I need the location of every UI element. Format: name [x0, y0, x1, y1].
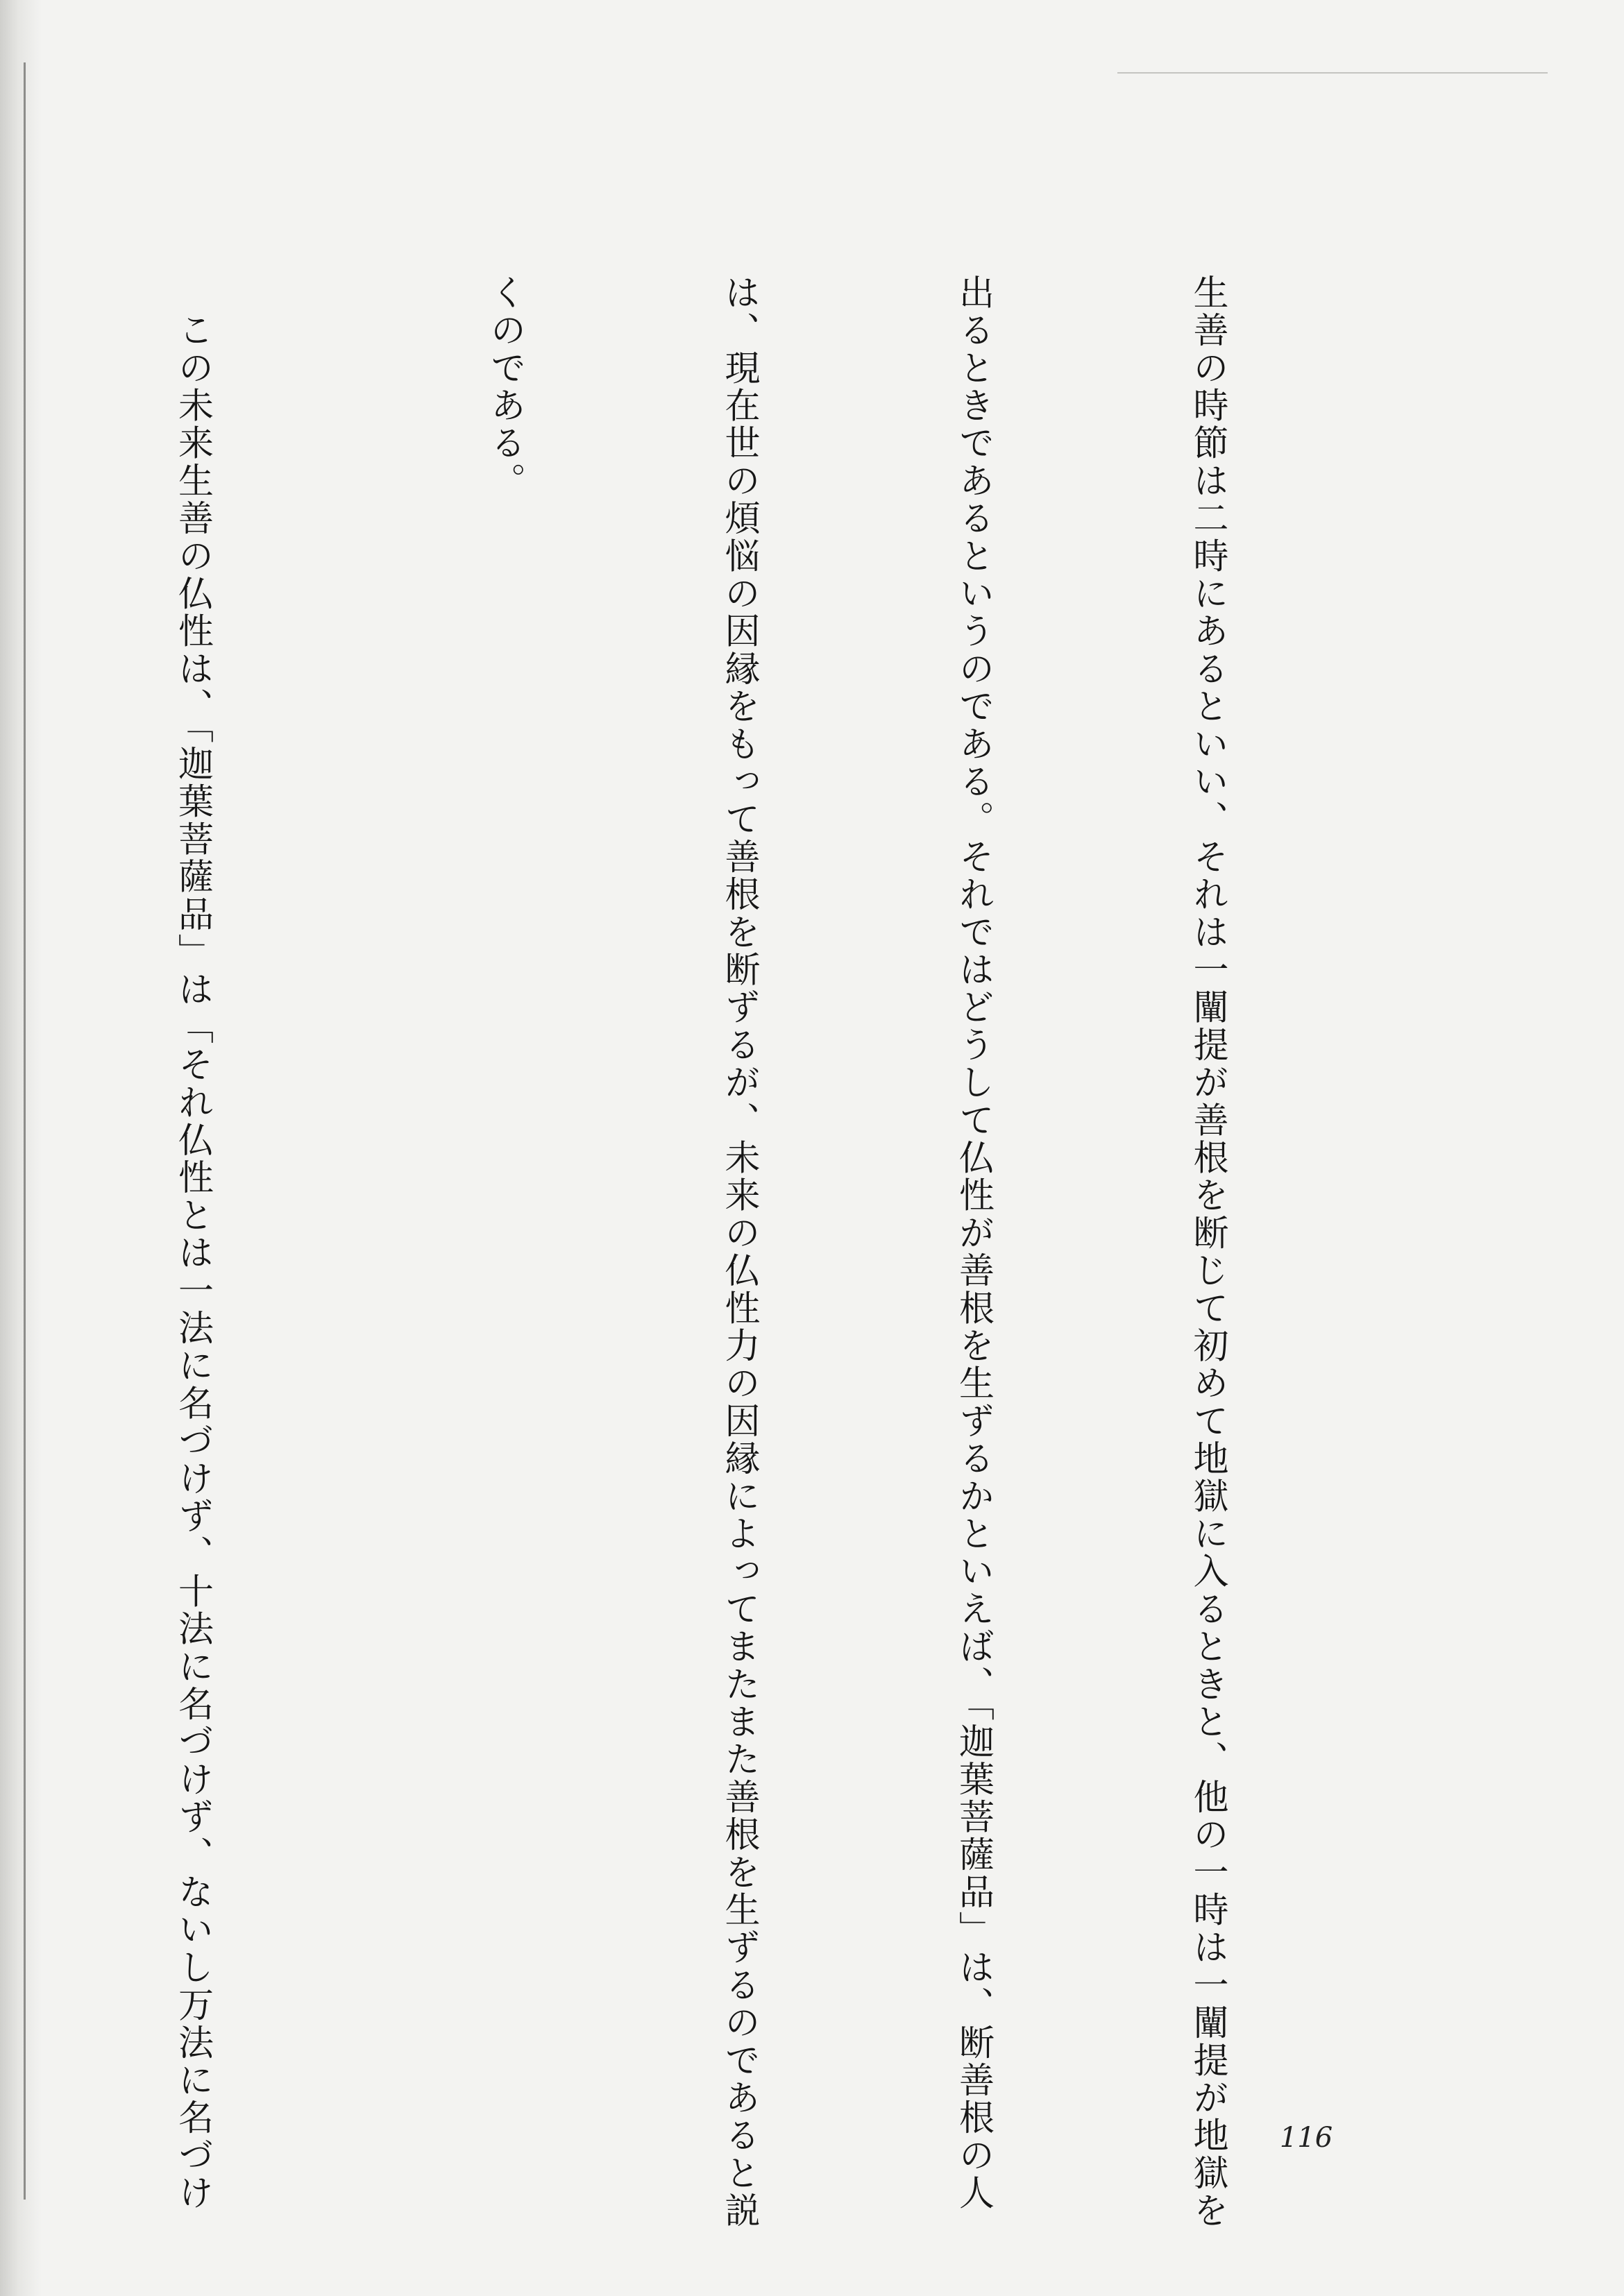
page-number: 116 [1279, 2122, 1333, 2154]
text-line: は、現在世の煩悩の因縁をもって善根を断ずるが、未来の仏性力の因縁によってまたまた善根を生ずるのであると説 [718, 274, 759, 2230]
text-line: 出るときであるというのである。それではどうして仏性が善根を生ずるかといえば、「迦葉菩薩品」は、断善根の人 [952, 274, 994, 2212]
top-edge-rule [1117, 72, 1548, 74]
text-line: この未来生善の仏性は、「迦葉菩薩品」は「それ仏性とは一法に名づけず、十法に名づけず、ないし万法に名づけ [171, 274, 213, 2212]
text-line: 生善の時節は二時にあるといい、それは一闡提が善根を断じて初めて地獄に入るときと、他の一時は一闡提が地獄を [1187, 274, 1228, 2230]
text-line: くのである。 [484, 274, 525, 500]
